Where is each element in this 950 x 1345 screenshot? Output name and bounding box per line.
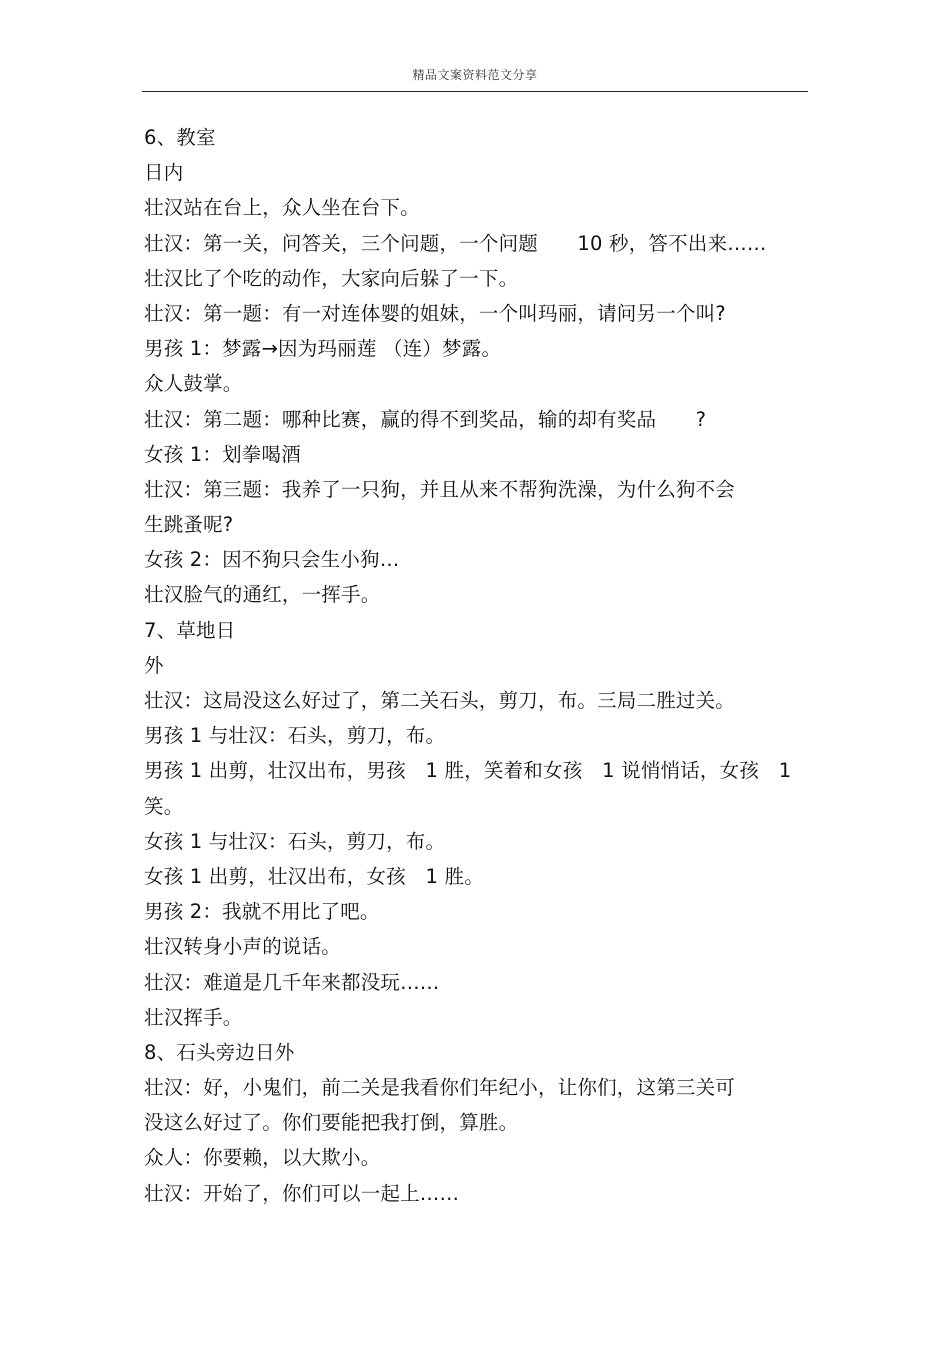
stage-direction: 壮汉挥手。 [144, 1005, 243, 1029]
dialogue-line: 男孩 1：梦露→因为玛丽莲 （连）梦露。 [144, 337, 502, 361]
scene-heading: 8、石头旁边日外 [144, 1040, 295, 1064]
script-body [144, 120, 810, 1211]
dialogue-line: 壮汉：第一关，问答关，三个问题，一个问题 10 秒，答不出来…… [144, 231, 767, 255]
dialogue-line: 女孩 1：划拳喝酒 [144, 442, 301, 466]
stage-direction-continued: 笑。 [144, 794, 184, 818]
header-divider [142, 91, 808, 92]
dialogue-line: 壮汉：第二题：哪种比赛，赢的得不到奖品，输的却有奖品 ? [144, 407, 707, 431]
dialogue-line: 男孩 2：我就不用比了吧。 [144, 900, 380, 924]
dialogue-line: 壮汉：好，小鬼们，前二关是我看你们年纪小，让你们，这第三关可 [144, 1076, 736, 1100]
dialogue-line: 壮汉：第一题：有一对连体婴的姐妹，一个叫玛丽，请问另一个叫? [144, 301, 726, 325]
scene-time: 外 [144, 653, 164, 677]
dialogue-line: 壮汉：难道是几千年来都没玩…… [144, 970, 440, 994]
dialogue-line: 壮汉：这局没这么好过了，第二关石头，剪刀，布。三局二胜过关。 [144, 689, 736, 712]
dialogue-line: 女孩 2：因不狗只会生小狗… [144, 548, 400, 572]
dialogue-line: 众人：你要赖，以大欺小。 [144, 1146, 381, 1170]
dialogue-line-continued: 没这么好过了。你们要能把我打倒，算胜。 [144, 1111, 519, 1135]
stage-direction: 男孩 1 出剪，壮汉出布，男孩 1 胜，笑着和女孩 1 说悄悄话，女孩 1 [144, 759, 792, 783]
dialogue-line: 壮汉：第三题：我养了一只狗，并且从来不帮狗洗澡，为什么狗不会 [144, 477, 736, 501]
stage-direction: 众人鼓掌。 [144, 372, 243, 396]
dialogue-line: 男孩 1 与壮汉：石头，剪刀，布。 [144, 724, 446, 748]
dialogue-line: 壮汉：开始了，你们可以一起上…… [144, 1181, 460, 1205]
dialogue-line: 女孩 1 与壮汉：石头，剪刀，布。 [144, 829, 446, 853]
scene-time: 日内 [144, 161, 184, 185]
stage-direction: 女孩 1 出剪，壮汉出布，女孩 1 胜。 [144, 864, 484, 888]
dialogue-line-continued: 生跳蚤呢? [144, 513, 234, 537]
scene-heading: 7、草地日 [144, 618, 236, 642]
stage-direction: 壮汉脸气的通红，一挥手。 [144, 583, 381, 607]
stage-direction: 壮汉转身小声的说话。 [144, 935, 342, 959]
scene-heading: 6、教室 [144, 126, 216, 149]
stage-direction: 壮汉站在台上，众人坐在台下。 [144, 196, 420, 220]
page-header: 精品文案资料范文分享 [412, 68, 538, 82]
stage-direction: 壮汉比了个吃的动作，大家向后躲了一下。 [144, 266, 519, 290]
